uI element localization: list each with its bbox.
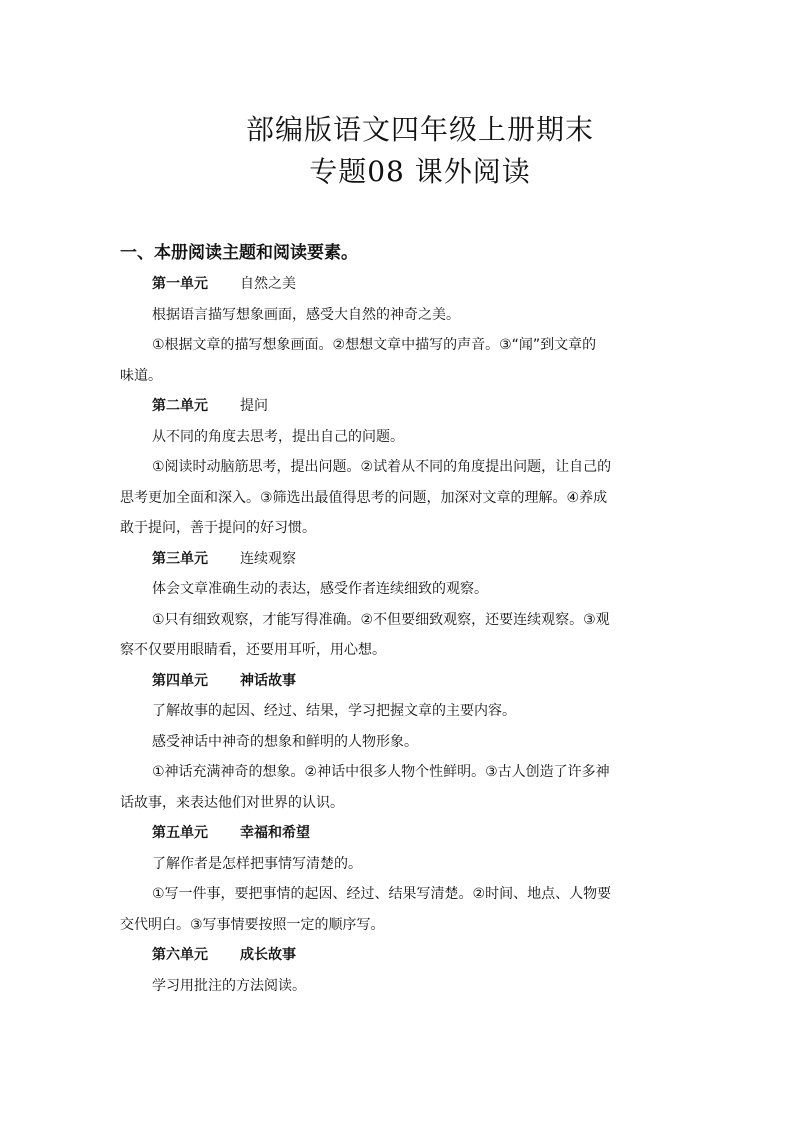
unit-name: 第四单元 — [152, 672, 208, 689]
section-heading: 一、本册阅读主题和阅读要素。 — [120, 243, 358, 263]
paragraph-line: 敢于提问，善于提问的好习惯。 — [120, 520, 316, 536]
unit-name: 第二单元 — [152, 398, 208, 414]
unit-heading — [120, 666, 680, 697]
paragraph-line: ①只有细致观察，才能写得准确。②不但要细致观察，还要连续观察。③观 — [152, 611, 610, 628]
unit-list — [120, 269, 680, 1001]
unit-heading — [120, 269, 680, 300]
unit-name: 第一单元 — [152, 276, 208, 292]
paragraph-line: 察不仅要用眼睛看，还要用耳听，用心想。 — [120, 642, 386, 658]
paragraph-line: 交代明白。③写事情要按照一定的顺序写。 — [120, 916, 385, 933]
unit-name: 第六单元 — [152, 947, 208, 963]
paragraph-line: 味道。 — [120, 367, 162, 384]
paragraph-line: ①根据文章的描写想象画面。②想想文章中描写的声音。③“闻”到文章的 — [152, 337, 597, 353]
paragraph-line: ①神话充满神奇的想象。②神话中很多人物个性鲜明。③古人创造了许多神 — [152, 764, 610, 780]
paragraph-line: 学习用批注的方法阅读。 — [152, 977, 306, 994]
paragraph-line: 了解作者是怎样把事情写清楚的。 — [152, 855, 362, 872]
paragraph-line: 感受神话中神奇的想象和鲜明的人物形象。 — [152, 733, 418, 750]
paragraph-line: 根据语言描写想象画面，感受大自然的神奇之美。 — [152, 306, 460, 323]
unit-theme: 连续观察 — [240, 550, 296, 567]
unit-theme: 神话故事 — [240, 672, 296, 689]
paragraph-line: 话故事，来表达他们对世界的认识。 — [120, 794, 344, 811]
unit-heading — [120, 818, 680, 849]
document-title: 部编版语文四年级上册期末 — [245, 113, 594, 146]
unit-theme: 提问 — [240, 398, 268, 414]
paragraph-line: ①写一件事，要把事情的起因、经过、结果写清楚。②时间、地点、人物要 — [152, 886, 612, 902]
document-subtitle: 专题08 课外阅读 — [309, 155, 531, 188]
paragraph-line: 从不同的角度去思考，提出自己的问题。 — [152, 428, 404, 445]
paragraph-line: 体会文章准确生动的表达，感受作者连续细致的观察。 — [152, 581, 488, 597]
unit-name: 第三单元 — [152, 550, 208, 567]
unit-theme: 幸福和希望 — [240, 825, 310, 841]
unit-theme: 自然之美 — [240, 276, 296, 292]
unit-name: 第五单元 — [152, 825, 208, 841]
paragraph-line: 思考更加全面和深入。③筛选出最值得思考的问题，加深对文章的理解。④养成 — [120, 489, 608, 506]
unit-heading — [120, 544, 680, 575]
unit-heading — [120, 940, 680, 971]
unit-heading — [120, 391, 680, 422]
paragraph-line: 了解故事的起因、经过、结果，学习把握文章的主要内容。 — [152, 703, 516, 719]
paragraph-line: ①阅读时动脑筋思考，提出问题。②试着从不同的角度提出问题，让自己的 — [152, 459, 612, 475]
unit-theme: 成长故事 — [240, 947, 296, 963]
